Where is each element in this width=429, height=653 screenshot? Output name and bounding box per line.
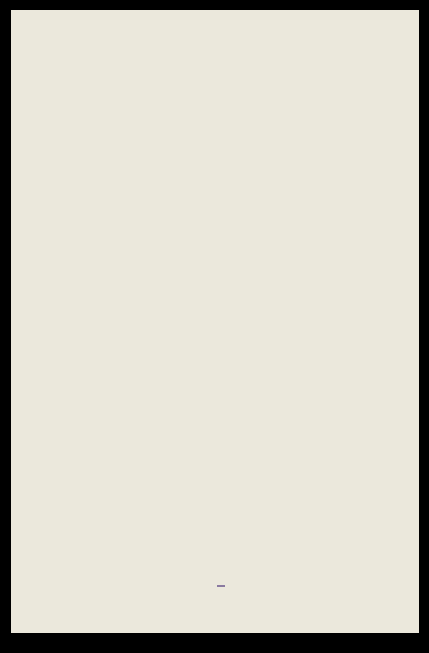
form-sheet [11,10,419,633]
table-grid [11,10,419,633]
unit-stamp [217,585,225,587]
caption-bar [0,633,429,653]
